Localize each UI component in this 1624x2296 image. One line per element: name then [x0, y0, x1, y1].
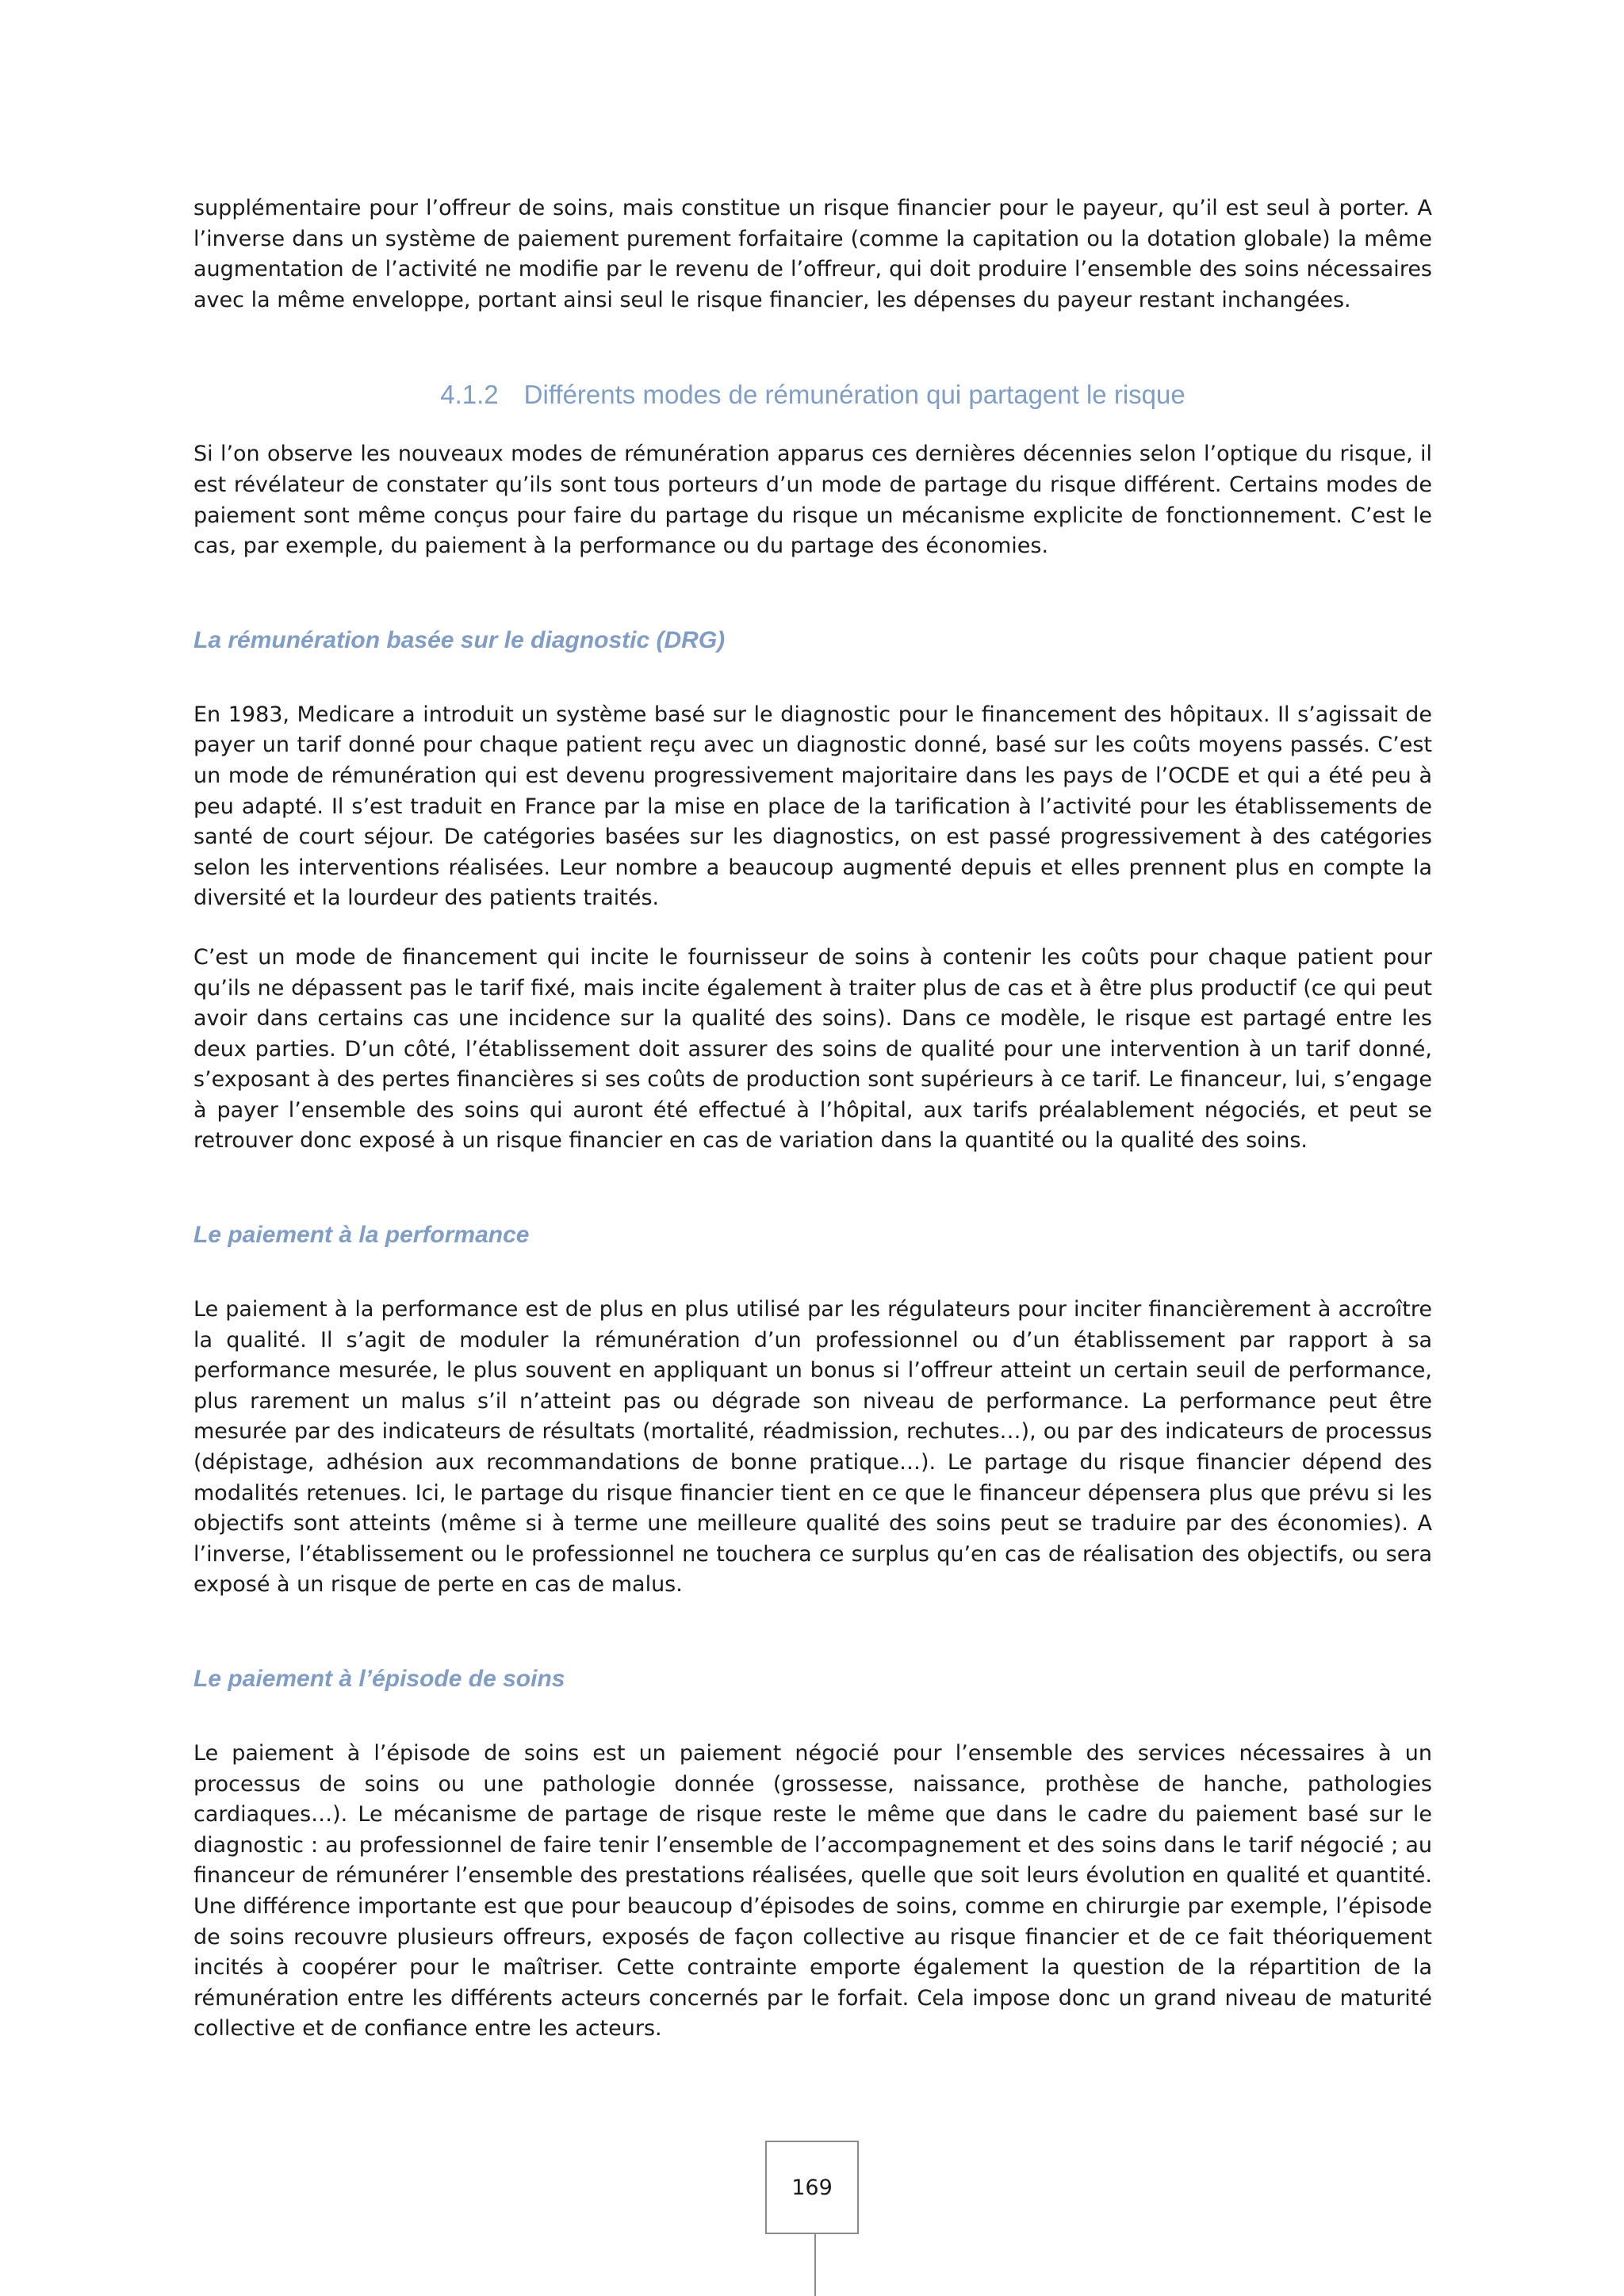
subsection-heading	[193, 379, 1432, 411]
page-number-box	[765, 2141, 859, 2234]
spacer	[193, 1601, 1432, 1664]
paragraph-section-intro: Si l’on observe les nouveaux modes de rémunération apparus ces dernières décennies selon l’optique du risque, il est révélateur de constater qu’ils sont tous porteurs d’un mode de partage du risque différent. Certains modes de paiement sont même conçus pour faire du partage du risque un mécanisme explicite de fonctionnement. C’est le cas, par exemple, du paiement à la performance ou du partage des économies.	[193, 442, 1432, 559]
spacer	[193, 562, 1432, 626]
heading-performance: Le paiement à la performance	[193, 1222, 530, 1249]
document-page	[193, 193, 1432, 2045]
paragraph-drg-2: C’est un mode de financement qui incite le fournisseur de soins à contenir les coûts pour chaque patient pour qu’ils ne dépassent pas le tarif fixé, mais incite également à traiter plus de cas et à être plus productif (ce qui peut avoir dans certains cas une incidence sur la qualité des soins). Dans ce modèle, le risque est partagé entre les deux parties. D’un côté, l’établissement doit assurer des soins de qualité pour une intervention à un tarif donné, s’exposant à des pertes financières si ses coûts de production sont supérieurs à ce tarif. Le financeur, lui, s’engage à payer l’ensemble des soins qui auront été effectué à l’hôpital, aux tarifs préalablement négociés, et peut se retrouver donc exposé à un risque financier en cas de variation dans la quantité ou la qualité des soins.	[193, 944, 1432, 1154]
spacer	[193, 656, 1432, 700]
paragraph-performance: Le paiement à la performance est de plus en plus utilisé par les régulateurs pour inciter financièrement à accroître la qualité. Il s’agit de moduler la rémunération d’un professionnel ou d’un établissement par rapport à sa performance mesurée, le plus souvent en appliquant un bonus si l’offreur atteint un certain seuil de performance, plus rarement un malus s’il n’atteint pas ou dégrade son niveau de performance. La performance peut être mesurée par des indicateurs de résultats (mortalité, réadmission, rechutes…), ou par des indicateurs de processus (dépistage, adhésion aux recommandations de bonne pratique…). Le partage du risque financier dépend des modalités retenues. Ici, le partage du risque financier tient en ce que le financeur dépensera plus que prévu si les objectifs sont atteints (même si à terme une meilleure qualité des soins peut se traduire par des économies). A l’inverse, l’établissement ou le professionnel ne touchera ce surplus qu’en cas de réalisation des objectifs, ou sera exposé à un risque de perte en cas de malus.	[193, 1297, 1432, 1598]
paragraph-drg-1: En 1983, Medicare a introduit un système basé sur le diagnostic pour le financement des hôpitaux. Il s’agissait de payer un tarif donné pour chaque patient reçu avec un diagnostic donné, basé sur les coûts moyens passés. C’est un mode de rémunération qui est devenu progressivement majoritaire dans les pays de l’OCDE et qui a été peu à peu adapté. Il s’est traduit en France par la mise en place de la tarification à l’activité pour les établissements de santé de court séjour. De catégories basées sur les diagnostics, on est passé progressivement à des catégories selon les interventions réalisées. Leur nombre a beaucoup augmenté depuis et elles prennent plus en compte la diversité et la lourdeur des patients traités.	[193, 702, 1432, 911]
subsection-title: Différents modes de rémunération qui partagent le risque	[523, 380, 1185, 410]
paragraph-episode: Le paiement à l’épisode de soins est un paiement négocié pour l’ensemble des services nécessaires à un processus de soins ou une pathologie donnée (grossesse, naissance, prothèse de hanche, pathologies cardiaques…). Le mécanisme de partage de risque reste le même que dans le cadre du paiement basé sur le diagnostic : au professionnel de faire tenir l’ensemble de l’accompagnement et des soins dans le tarif négocié ; au financeur de rémunérer l’ensemble des prestations réalisées, quelle que soit leurs évolution en qualité et quantité. Une différence importante est que pour beaucoup d’épisodes de soins, comme en chirurgie par exemple, l’épisode de soins recouvre plusieurs offreurs, exposés de façon collective au risque financier et de ce fait théoriquement incités à coopérer pour le maîtriser. Cette contrainte emporte également la question de la répartition de la rémunération entre les différents acteurs concernés par le forfait. Cela impose donc un grand niveau de maturité collective et de confiance entre les acteurs.	[193, 1741, 1432, 2042]
spacer	[193, 411, 1432, 439]
heading-drg: La rémunération basée sur le diagnostic (DRG)	[193, 626, 726, 653]
spacer	[193, 316, 1432, 379]
spacer	[193, 1157, 1432, 1220]
spacer	[193, 914, 1432, 943]
paragraph-intro: supplémentaire pour l’offreur de soins, mais constitue un risque financier pour le payeur, qu’il est seul à porter. A l’inverse dans un système de paiement purement forfaitaire (comme la capitation ou la dotation globale) la même augmentation de l’activité ne modifie par le revenu de l’offreur, qui doit produire l’ensemble des soins nécessaires avec la même enveloppe, portant ainsi seul le risque financier, les dépenses du payeur restant inchangées.	[193, 196, 1432, 312]
spacer	[193, 1694, 1432, 1739]
footer-connector-line	[814, 2234, 816, 2296]
subsection-number: 4.1.2	[440, 380, 499, 410]
page-number: 169	[791, 2175, 833, 2200]
heading-episode: Le paiement à l’épisode de soins	[193, 1666, 565, 1692]
spacer	[193, 1250, 1432, 1295]
